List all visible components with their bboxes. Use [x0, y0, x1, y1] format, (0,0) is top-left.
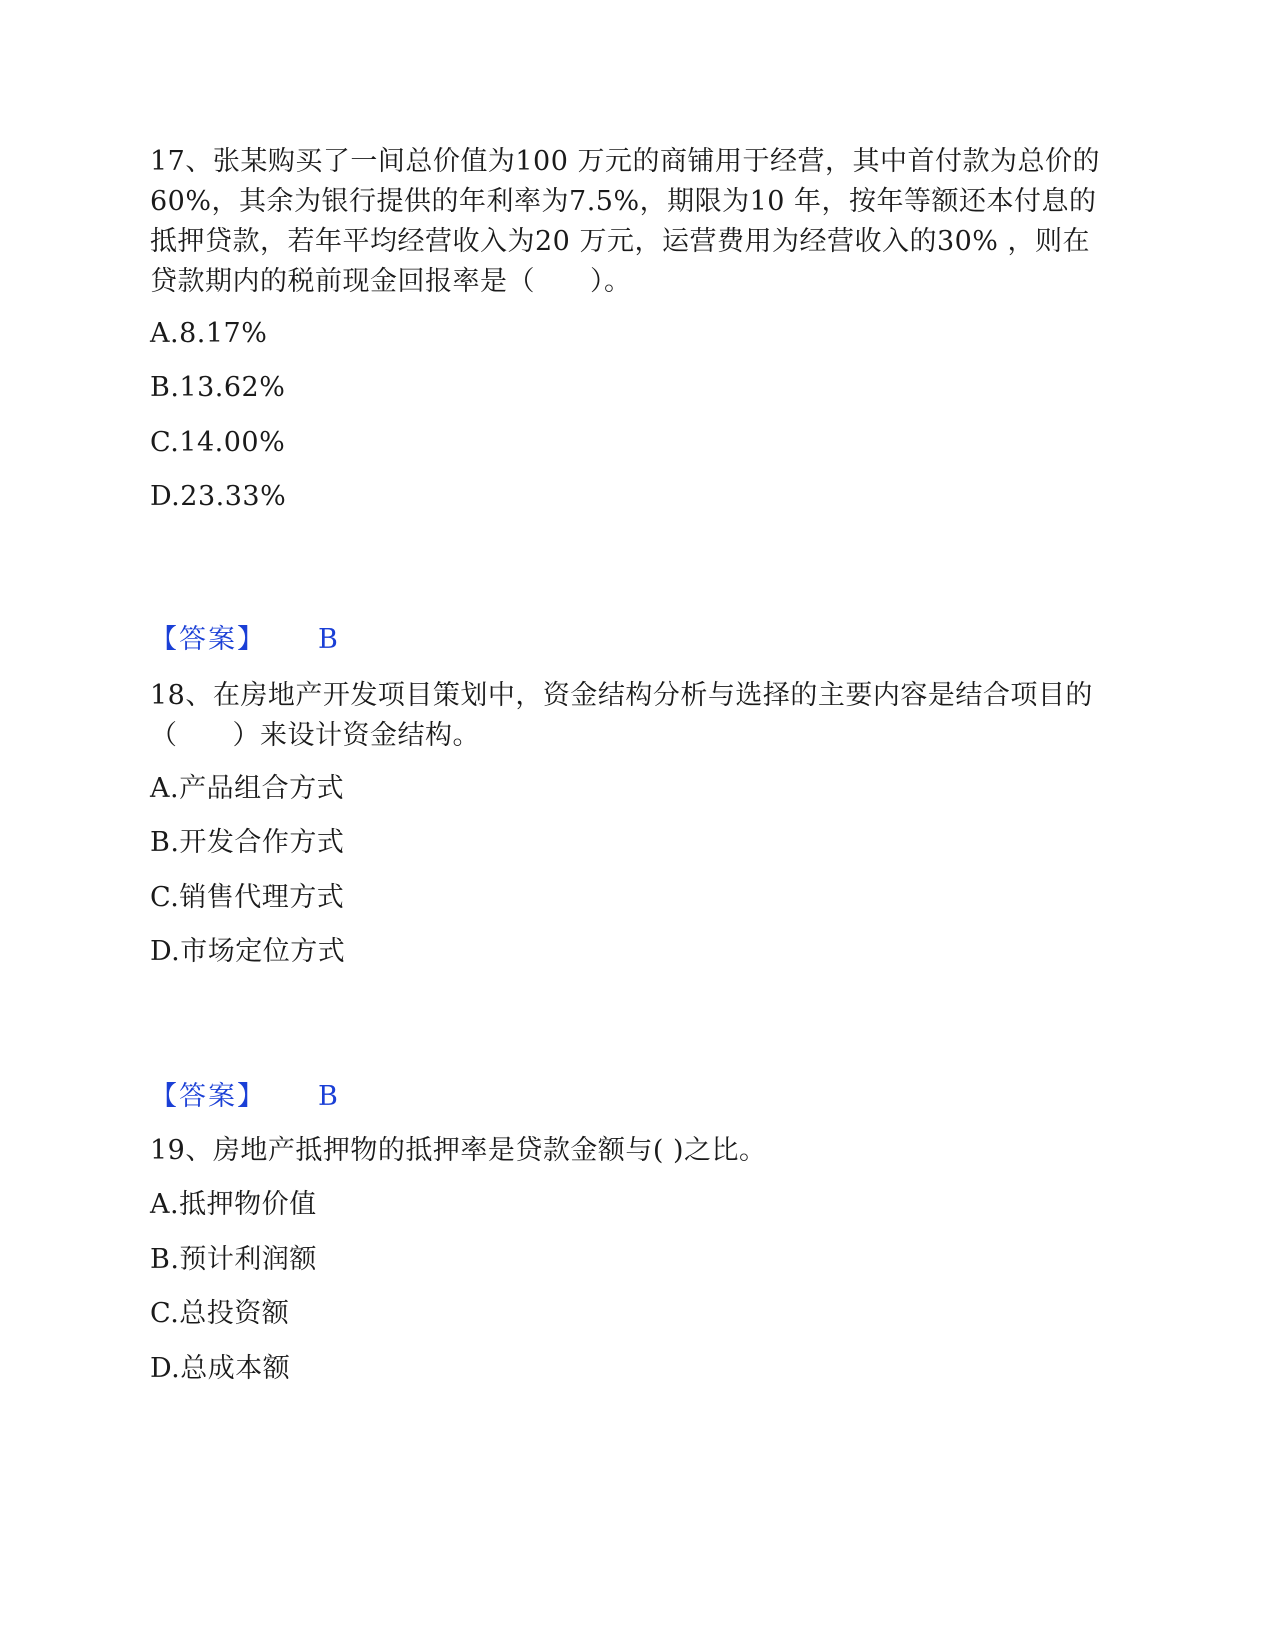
- question-17-option-a: A.8.17%: [150, 318, 268, 349]
- question-17-text: 17、张某购买了一间总价值为100 万元的商铺用于经营，其中首付款为总价的60%，其余为银行提供的年利率为7.5%，期限为10 年，按年等额还本付息的抵押贷款，若年平均经营收入为20 万元，运营费用为经营收入的30% ，则在贷款期内的税前现金回报率是（ ）。: [150, 146, 1100, 297]
- question-19-option-a: A.抵押物价值: [150, 1189, 317, 1220]
- question-18-text: 18、在房地产开发项目策划中，资金结构分析与选择的主要内容是结合项目的（ ）来设计资金结构。: [150, 680, 1093, 751]
- question-19-text: 19、房地产抵押物的抵押率是贷款金额与( )之比。: [150, 1135, 767, 1166]
- answer-value: B: [318, 1081, 338, 1112]
- question-17-answer: [150, 620, 338, 660]
- question-18-answer: [150, 1077, 338, 1117]
- question-18-option-d: D.市场定位方式: [150, 936, 346, 967]
- question-18-option-a: A.产品组合方式: [150, 773, 345, 804]
- question-19-option-c: C.总投资额: [150, 1298, 290, 1329]
- answer-label: 【答案】: [150, 1081, 266, 1112]
- question-18-option-b: B.开发合作方式: [150, 827, 345, 858]
- question-17-option-b: B.13.62%: [150, 372, 286, 403]
- question-17-option-d: D.23.33%: [150, 481, 287, 512]
- answer-value: B: [318, 624, 338, 655]
- question-19-option-d: D.总成本额: [150, 1353, 291, 1384]
- question-19-option-b: B.预计利润额: [150, 1244, 317, 1275]
- question-18-option-c: C.销售代理方式: [150, 882, 345, 913]
- answer-label: 【答案】: [150, 624, 266, 655]
- question-17-option-c: C.14.00%: [150, 427, 286, 458]
